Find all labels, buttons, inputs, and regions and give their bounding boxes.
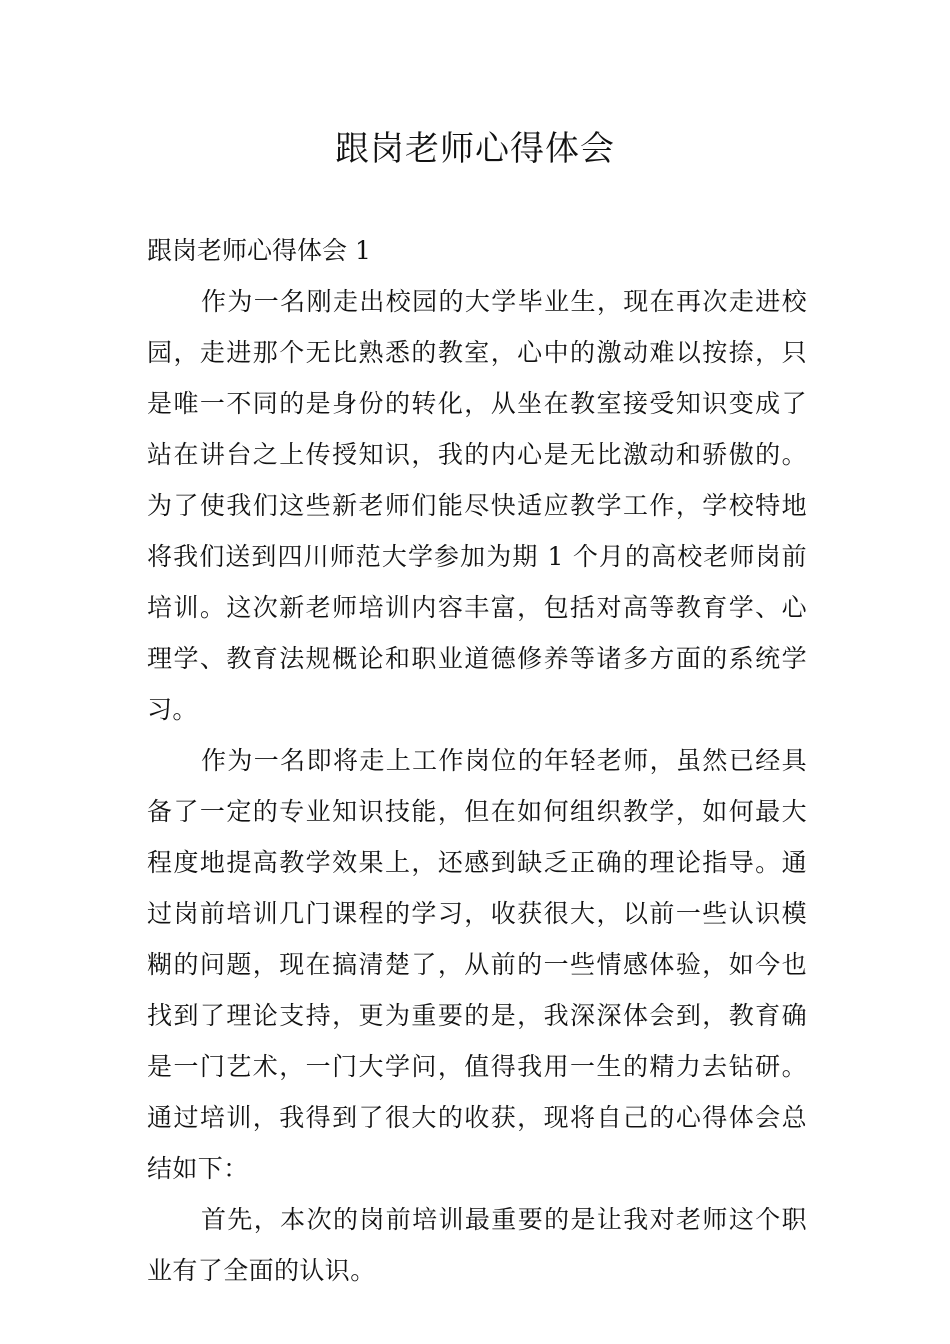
- document-body: [147, 226, 807, 1296]
- paragraph-1: 作为一名刚走出校园的大学毕业生，现在再次走进校园，走进那个无比熟悉的教室，心中的激动难以按捺，只是唯一不同的是身份的转化，从坐在教室接受知识变成了站在讲台之上传授知识，我的内心是无比激动和骄傲的。为了使我们这些新老师们能尽快适应教学工作，学校特地将我们送到四川师范大学参加为期 1 个月的高校老师岗前培训。这次新老师培训内容丰富，包括对高等教育学、心理学、教育法规概论和职业道德修养等诸多方面的系统学习。: [147, 287, 807, 724]
- paragraph-2: 作为一名即将走上工作岗位的年轻老师，虽然已经具备了一定的专业知识技能，但在如何组织教学，如何最大程度地提高教学效果上，还感到缺乏正确的理论指导。通过岗前培训几门课程的学习，收获很大，以前一些认识模糊的问题，现在搞清楚了，从前的一些情感体验，如今也找到了理论支持，更为重要的是，我深深体会到，教育确是一门艺术，一门大学问，值得我用一生的精力去钻研。通过培训，我得到了很大的收获，现将自己的心得体会总结如下：: [147, 746, 807, 1183]
- document-title: 跟岗老师心得体会: [335, 129, 615, 169]
- section-heading: 跟岗老师心得体会 1: [147, 236, 371, 265]
- paragraph-3: 首先，本次的岗前培训最重要的是让我对老师这个职业有了全面的认识。: [147, 1205, 807, 1285]
